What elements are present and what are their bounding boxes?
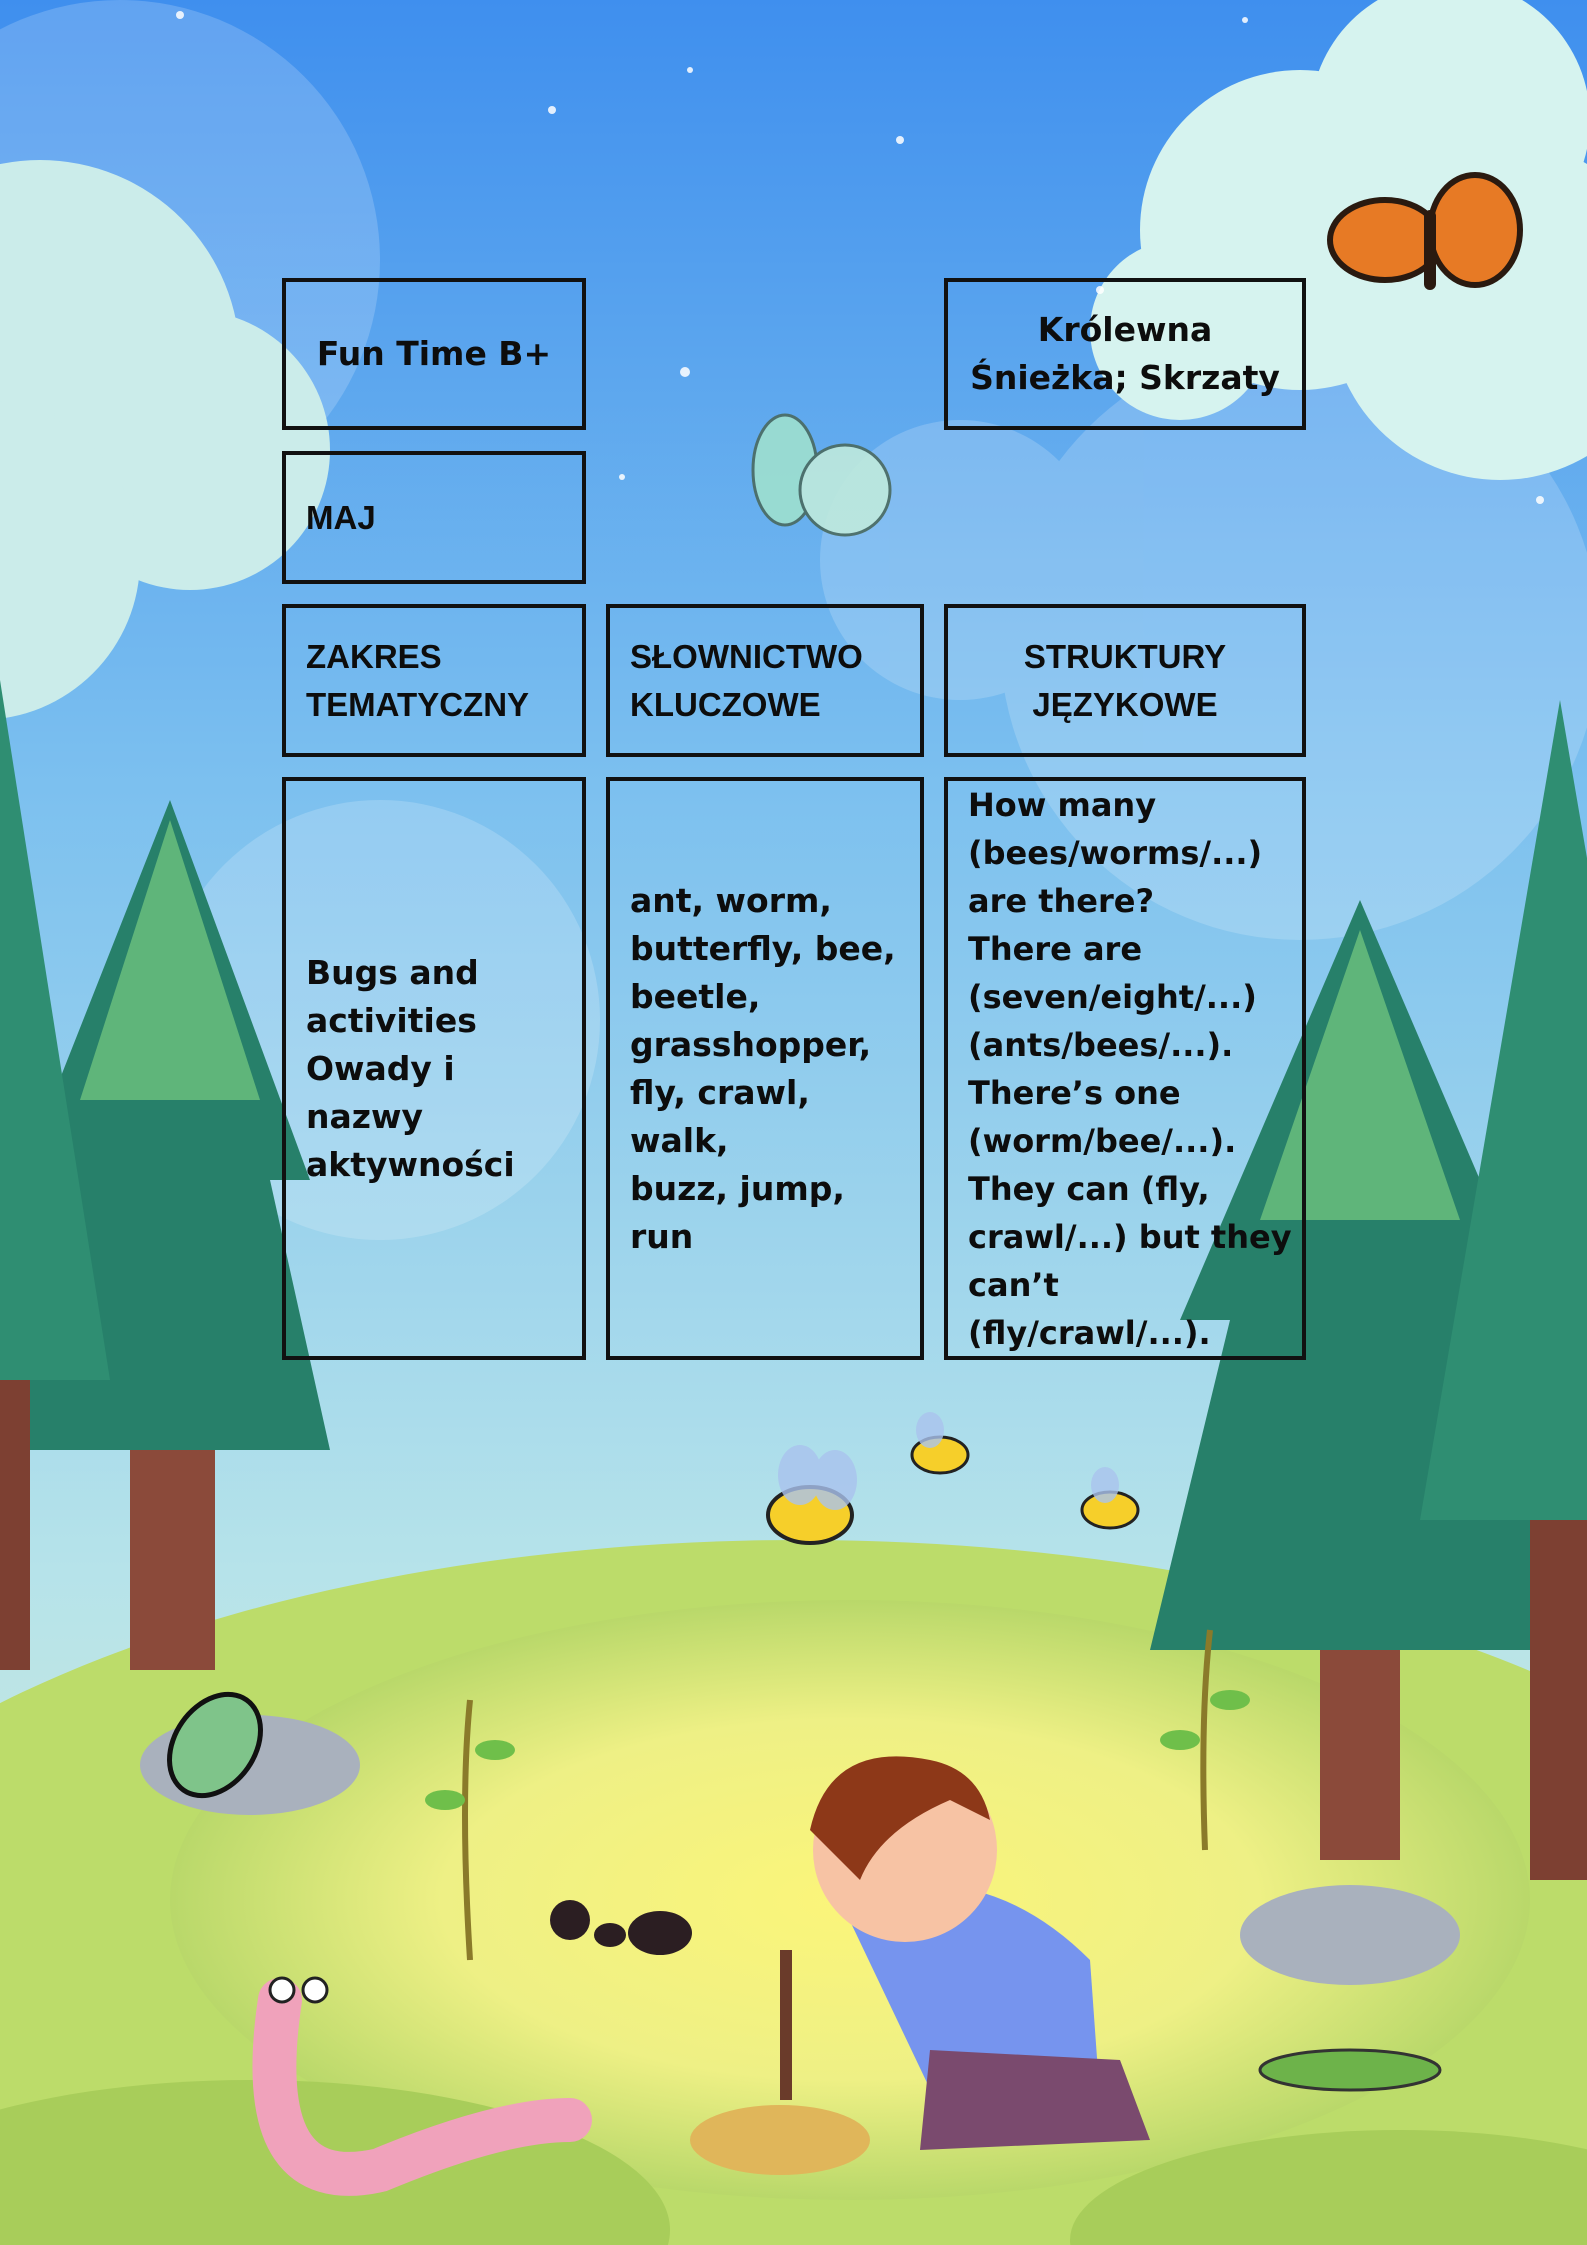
month-label: MAJ [306, 498, 376, 536]
header-structures: STRUKTURY JĘZYKOWE [1023, 637, 1227, 723]
story-title: Królewna Śnieżka; Skrzaty [970, 310, 1280, 397]
structures-text: How many (bees/worms/...) are there? There are (seven/eight/...) (ants/bees/...). There’s one (worm/bee/...). They can (fly, crawl/...) but they can’t (fly/crawl/...). [968, 785, 1292, 1352]
vocabulary-cell [606, 777, 924, 1360]
topic-text: Bugs and activities Owady i nazwy aktywności [306, 952, 515, 1184]
header-topic-box [282, 604, 586, 757]
header-vocabulary: SŁOWNICTWO KLUCZOWE [630, 637, 863, 723]
header-structures-box [944, 604, 1306, 757]
topic-cell [282, 777, 586, 1360]
story-title-box [944, 278, 1306, 430]
vocabulary-text: ant, worm, butterfly, bee, beetle, grasshopper, fly, crawl, walk, buzz, jump, run [630, 880, 896, 1256]
structures-cell [944, 777, 1306, 1360]
course-title: Fun Time B+ [316, 334, 552, 373]
header-topic: ZAKRES TEMATYCZNY [306, 637, 530, 723]
header-vocabulary-box [606, 604, 924, 757]
course-title-box [282, 278, 586, 430]
month-box [282, 451, 586, 584]
